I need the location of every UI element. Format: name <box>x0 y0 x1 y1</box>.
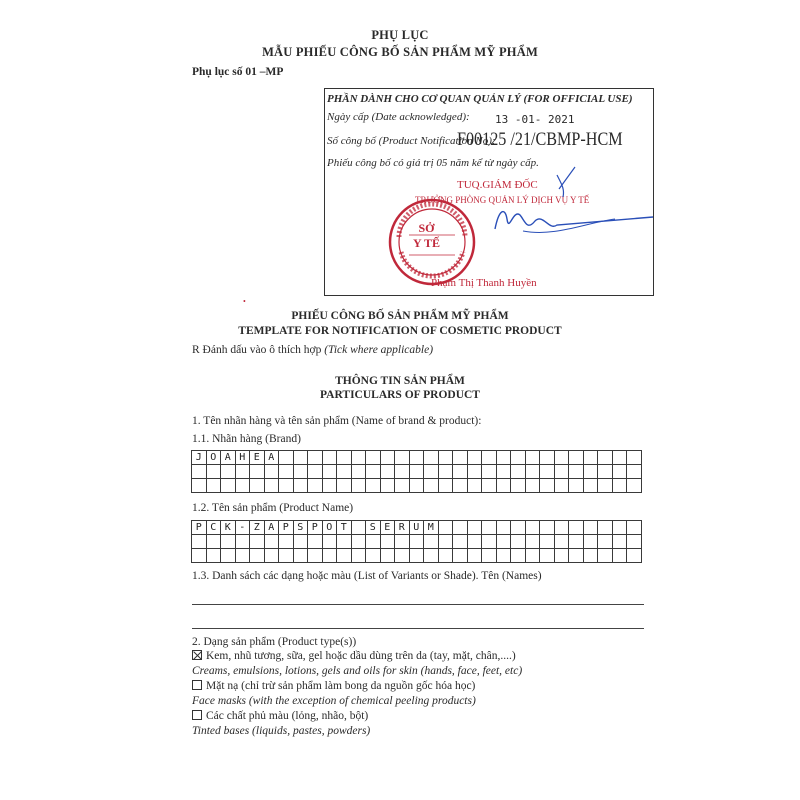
product-grid-cell[interactable]: - <box>235 521 250 535</box>
product-grid-cell[interactable] <box>612 521 627 535</box>
brand-grid-cell[interactable] <box>308 465 323 479</box>
product-grid-cell[interactable] <box>467 521 482 535</box>
tick-instruction-en: (Tick where applicable) <box>324 344 434 356</box>
template-title-en: TEMPLATE FOR NOTIFICATION OF COSMETIC PRODUCT <box>238 325 562 337</box>
section-title-vi: THÔNG TIN SẢN PHẨM <box>335 375 465 387</box>
brand-grid-cell[interactable] <box>380 465 395 479</box>
product-grid-cell[interactable] <box>409 549 424 563</box>
brand-grid-cell[interactable] <box>424 451 439 465</box>
product-grid-cell[interactable] <box>511 549 526 563</box>
appendix-heading: PHỤ LỤC <box>371 28 429 42</box>
product-grid-cell[interactable] <box>395 535 410 549</box>
product-grid-cell[interactable]: A <box>264 521 279 535</box>
product-grid-cell[interactable] <box>380 549 395 563</box>
brand-grid-cell[interactable] <box>293 465 308 479</box>
product-grid-cell[interactable] <box>235 535 250 549</box>
product-grid-cell[interactable] <box>250 535 265 549</box>
question-2: 2. Dạng sản phẩm (Product type(s)) <box>192 636 357 648</box>
brand-grid-cell[interactable] <box>569 465 584 479</box>
brand-grid-cell[interactable] <box>569 451 584 465</box>
product-grid-cell[interactable] <box>467 535 482 549</box>
brand-grid-cell[interactable] <box>409 465 424 479</box>
product-grid-cell[interactable]: M <box>424 521 439 535</box>
product-grid-cell[interactable] <box>511 535 526 549</box>
brand-grid-cell[interactable] <box>322 479 337 493</box>
brand-grid-cell[interactable] <box>453 465 468 479</box>
brand-grid-cell[interactable] <box>554 479 569 493</box>
brand-grid-cell[interactable] <box>598 479 613 493</box>
product-grid-cell[interactable] <box>337 535 352 549</box>
product-grid-cell[interactable] <box>540 549 555 563</box>
product-grid-cell[interactable]: Z <box>250 521 265 535</box>
product-grid-cell[interactable] <box>351 535 366 549</box>
brand-grid-cell[interactable] <box>554 465 569 479</box>
brand-grid-cell[interactable] <box>395 451 410 465</box>
signer-title: TUQ.GIÁM ĐỐC <box>457 179 538 191</box>
brand-grid-cell[interactable] <box>337 479 352 493</box>
product-grid-cell[interactable] <box>583 535 598 549</box>
product-grid-cell[interactable] <box>453 549 468 563</box>
product-grid-cell[interactable] <box>293 535 308 549</box>
product-grid-cell[interactable] <box>583 521 598 535</box>
brand-grid-cell[interactable] <box>453 451 468 465</box>
brand-grid-cell[interactable] <box>351 451 366 465</box>
brand-grid-cell[interactable] <box>612 465 627 479</box>
brand-grid-cell[interactable] <box>337 451 352 465</box>
brand-grid-cell[interactable] <box>467 451 482 465</box>
product-grid-cell[interactable] <box>438 535 453 549</box>
product-type-option[interactable] <box>192 649 652 664</box>
brand-grid-cell[interactable] <box>250 465 265 479</box>
brand-grid-cell[interactable] <box>351 465 366 479</box>
product-grid-cell[interactable] <box>279 535 294 549</box>
red-dot: • <box>243 297 246 306</box>
product-grid-row <box>192 549 642 563</box>
validity-note: Phiếu công bố có giá trị 05 năm kể từ ngày cấp. <box>327 157 539 169</box>
product-grid-cell[interactable] <box>206 535 221 549</box>
brand-grid-cell[interactable]: A <box>221 451 236 465</box>
brand-grid-cell[interactable] <box>192 465 207 479</box>
tick-instruction <box>192 344 433 356</box>
product-grid-row <box>192 535 642 549</box>
product-type-option[interactable] <box>192 679 652 694</box>
brand-grid-cell[interactable] <box>482 479 497 493</box>
brand-grid-cell[interactable] <box>424 479 439 493</box>
brand-grid-cell[interactable] <box>322 451 337 465</box>
product-name-grid[interactable] <box>191 520 642 563</box>
brand-grid-cell[interactable]: J <box>192 451 207 465</box>
brand-grid-cell[interactable] <box>235 465 250 479</box>
brand-grid-cell[interactable] <box>453 479 468 493</box>
product-grid-cell[interactable] <box>351 521 366 535</box>
product-type-label-en: Tinted bases (liquids, pastes, powders) <box>192 725 371 737</box>
brand-grid-cell[interactable] <box>264 479 279 493</box>
product-grid-cell[interactable] <box>525 521 540 535</box>
brand-grid-cell[interactable] <box>279 451 294 465</box>
brand-grid-cell[interactable] <box>366 479 381 493</box>
product-grid-cell[interactable] <box>627 535 642 549</box>
brand-grid-cell[interactable] <box>279 465 294 479</box>
brand-grid-cell[interactable] <box>293 479 308 493</box>
brand-grid-cell[interactable] <box>627 479 642 493</box>
product-grid-cell[interactable] <box>366 549 381 563</box>
brand-grid-cell[interactable] <box>583 451 598 465</box>
product-grid-cell[interactable] <box>496 535 511 549</box>
brand-grid-cell[interactable] <box>264 465 279 479</box>
brand-grid-cell[interactable] <box>525 479 540 493</box>
product-grid-cell[interactable] <box>337 549 352 563</box>
product-grid-cell[interactable] <box>612 549 627 563</box>
official-use-box <box>324 88 654 296</box>
product-grid-cell[interactable] <box>540 521 555 535</box>
product-grid-cell[interactable] <box>366 535 381 549</box>
product-grid-cell[interactable] <box>453 521 468 535</box>
product-grid-cell[interactable]: K <box>221 521 236 535</box>
product-grid-cell[interactable] <box>279 549 294 563</box>
product-grid-cell[interactable] <box>221 549 236 563</box>
tick-mark: R <box>192 344 200 356</box>
brand-grid-cell[interactable] <box>583 465 598 479</box>
brand-grid-cell[interactable] <box>612 479 627 493</box>
product-grid-cell[interactable] <box>192 535 207 549</box>
product-grid-cell[interactable] <box>192 549 207 563</box>
product-grid-cell[interactable] <box>598 549 613 563</box>
brand-grid-cell[interactable] <box>540 465 555 479</box>
question-1: 1. Tên nhãn hàng và tên sản phẩm (Name of brand & product): <box>192 415 482 427</box>
product-grid-cell[interactable]: U <box>409 521 424 535</box>
brand-grid-cell[interactable] <box>366 465 381 479</box>
product-grid-cell[interactable] <box>540 535 555 549</box>
brand-grid-cell[interactable] <box>192 479 207 493</box>
product-grid-cell[interactable] <box>627 549 642 563</box>
brand-grid-cell[interactable] <box>206 465 221 479</box>
brand-grid-cell[interactable] <box>438 479 453 493</box>
product-type-option[interactable] <box>192 709 652 724</box>
product-type-label-en: Face masks (with the exception of chemical peeling products) <box>192 695 476 707</box>
product-type-list <box>192 649 652 739</box>
product-grid-cell[interactable]: R <box>395 521 410 535</box>
brand-grid-cell[interactable] <box>395 479 410 493</box>
product-type-label: Kem, nhũ tương, sữa, gel hoặc dầu dùng trên da (tay, mặt, chân,....) <box>206 650 516 662</box>
question-1-1: 1.1. Nhãn hàng (Brand) <box>192 433 301 445</box>
product-grid-cell[interactable] <box>409 535 424 549</box>
brand-grid-cell[interactable] <box>598 465 613 479</box>
checkbox-icon[interactable] <box>192 680 202 690</box>
template-title-vi: PHIẾU CÔNG BỐ SẢN PHẨM MỸ PHẨM <box>291 310 509 322</box>
notification-number-value: F00125 /21/CBMP-HCM <box>457 129 623 150</box>
brand-grid-cell[interactable] <box>511 465 526 479</box>
notification-number-label: Số công bố (Product Notification No): <box>327 135 496 147</box>
signer-name: Phạm Thị Thanh Huyền <box>431 277 537 289</box>
product-grid-cell[interactable]: P <box>308 521 323 535</box>
brand-grid-cell[interactable]: H <box>235 451 250 465</box>
product-grid-cell[interactable] <box>482 549 497 563</box>
variants-line-1[interactable] <box>192 604 644 605</box>
product-grid-cell[interactable] <box>467 549 482 563</box>
brand-grid-cell[interactable] <box>467 479 482 493</box>
product-grid-cell[interactable] <box>569 521 584 535</box>
brand-grid-cell[interactable] <box>627 451 642 465</box>
brand-grid-cell[interactable] <box>235 479 250 493</box>
form-title: MẪU PHIẾU CÔNG BỐ SẢN PHẨM MỸ PHẨM <box>262 45 538 59</box>
product-grid-cell[interactable] <box>264 535 279 549</box>
product-grid-cell[interactable]: E <box>380 521 395 535</box>
product-grid-cell[interactable]: O <box>322 521 337 535</box>
product-grid-cell[interactable] <box>424 535 439 549</box>
product-grid-cell[interactable] <box>598 535 613 549</box>
brand-grid-cell[interactable] <box>308 451 323 465</box>
brand-grid-cell[interactable] <box>206 479 221 493</box>
brand-grid-cell[interactable] <box>221 465 236 479</box>
brand-grid-row <box>192 465 642 479</box>
product-type-label: Mặt nạ (chỉ trừ sản phẩm làm bong da nguồn gốc hóa học) <box>206 680 476 692</box>
brand-grid-cell[interactable] <box>380 479 395 493</box>
brand-grid-cell[interactable] <box>511 479 526 493</box>
product-grid-cell[interactable] <box>221 535 236 549</box>
brand-grid-cell[interactable] <box>525 451 540 465</box>
brand-grid-cell[interactable] <box>380 451 395 465</box>
product-grid-cell[interactable] <box>351 549 366 563</box>
brand-grid-cell[interactable] <box>569 479 584 493</box>
product-grid-cell[interactable] <box>496 521 511 535</box>
brand-grid-cell[interactable] <box>540 479 555 493</box>
product-grid-cell[interactable]: P <box>192 521 207 535</box>
appendix-number: Phụ lục số 01 –MP <box>192 66 284 78</box>
brand-grid-cell[interactable] <box>482 465 497 479</box>
product-grid-cell[interactable]: S <box>293 521 308 535</box>
brand-grid-cell[interactable] <box>482 451 497 465</box>
product-grid-cell[interactable] <box>438 549 453 563</box>
variants-line-2[interactable] <box>192 628 644 629</box>
product-grid-cell[interactable] <box>453 535 468 549</box>
signature-icon <box>465 149 655 259</box>
brand-grid-cell[interactable] <box>250 479 265 493</box>
brand-grid-cell[interactable] <box>308 479 323 493</box>
product-grid-cell[interactable] <box>496 549 511 563</box>
product-grid-cell[interactable] <box>598 521 613 535</box>
brand-grid-cell[interactable] <box>366 451 381 465</box>
product-grid-cell[interactable]: C <box>206 521 221 535</box>
product-grid-cell[interactable] <box>583 549 598 563</box>
question-1-2: 1.2. Tên sản phẩm (Product Name) <box>192 502 354 514</box>
checked-checkbox-icon[interactable] <box>192 650 202 660</box>
product-grid-cell[interactable] <box>554 535 569 549</box>
product-grid-cell[interactable] <box>250 549 265 563</box>
checkbox-icon[interactable] <box>192 710 202 720</box>
product-grid-cell[interactable] <box>308 549 323 563</box>
section-title-en: PARTICULARS OF PRODUCT <box>320 389 480 401</box>
brand-grid-cell[interactable] <box>496 465 511 479</box>
brand-grid-cell[interactable]: O <box>206 451 221 465</box>
product-grid-cell[interactable] <box>482 535 497 549</box>
brand-grid-cell[interactable] <box>438 465 453 479</box>
brand-grid-cell[interactable] <box>279 479 294 493</box>
brand-grid-cell[interactable] <box>496 451 511 465</box>
date-value: 13 -01- 2021 <box>495 113 575 126</box>
signer-department: TRƯỞNG PHÒNG QUẢN LÝ DỊCH VỤ Y TẾ <box>415 195 590 205</box>
product-grid-cell[interactable] <box>569 535 584 549</box>
brand-grid-cell[interactable] <box>424 465 439 479</box>
brand-grid-cell[interactable] <box>525 465 540 479</box>
product-type-label: Các chất phủ màu (lỏng, nhão, bột) <box>206 710 369 722</box>
brand-grid-cell[interactable] <box>627 465 642 479</box>
product-grid-cell[interactable] <box>612 535 627 549</box>
product-grid-cell[interactable] <box>235 549 250 563</box>
brand-grid-cell[interactable] <box>598 451 613 465</box>
product-grid-cell[interactable] <box>264 549 279 563</box>
brand-grid-cell[interactable] <box>438 451 453 465</box>
brand-grid-cell[interactable] <box>467 465 482 479</box>
brand-grid-cell[interactable]: A <box>264 451 279 465</box>
date-label: Ngày cấp (Date acknowledged): <box>327 111 470 123</box>
product-grid-cell[interactable] <box>293 549 308 563</box>
product-grid-cell[interactable] <box>569 549 584 563</box>
product-grid-cell[interactable] <box>511 521 526 535</box>
brand-grid-cell[interactable] <box>395 465 410 479</box>
brand-grid-cell[interactable] <box>322 465 337 479</box>
brand-grid[interactable] <box>191 450 642 493</box>
product-grid-cell[interactable] <box>424 549 439 563</box>
product-grid-cell[interactable] <box>395 549 410 563</box>
brand-grid-cell[interactable] <box>351 479 366 493</box>
product-grid-cell[interactable] <box>322 549 337 563</box>
brand-grid-cell[interactable] <box>496 479 511 493</box>
product-grid-cell[interactable] <box>308 535 323 549</box>
brand-grid-cell[interactable] <box>293 451 308 465</box>
brand-grid-cell[interactable] <box>540 451 555 465</box>
brand-grid-row <box>192 451 642 465</box>
product-grid-cell[interactable] <box>525 549 540 563</box>
product-grid-cell[interactable] <box>525 535 540 549</box>
product-grid-cell[interactable] <box>380 535 395 549</box>
product-grid-cell[interactable] <box>322 535 337 549</box>
question-1-3: 1.3. Danh sách các dạng hoặc màu (List of Variants or Shade). Tên (Names) <box>192 570 542 582</box>
product-grid-cell[interactable] <box>482 521 497 535</box>
brand-grid-cell[interactable] <box>554 451 569 465</box>
brand-grid-cell[interactable] <box>612 451 627 465</box>
brand-grid-cell[interactable] <box>409 479 424 493</box>
brand-grid-row <box>192 479 642 493</box>
product-grid-cell[interactable] <box>627 521 642 535</box>
product-type-label-en: Creams, emulsions, lotions, gels and oils for skin (hands, face, feet, etc) <box>192 665 523 677</box>
product-grid-cell[interactable] <box>554 549 569 563</box>
brand-grid-cell[interactable] <box>511 451 526 465</box>
brand-grid-cell[interactable] <box>583 479 598 493</box>
tick-instruction-vi: Đánh dấu vào ô thích hợp <box>202 344 322 356</box>
official-heading: PHẦN DÀNH CHO CƠ QUAN QUẢN LÝ (FOR OFFICIAL USE) <box>327 93 633 105</box>
brand-grid-cell[interactable] <box>221 479 236 493</box>
product-grid-cell[interactable]: T <box>337 521 352 535</box>
product-grid-row <box>192 521 642 535</box>
brand-grid-cell[interactable] <box>409 451 424 465</box>
brand-grid-cell[interactable]: E <box>250 451 265 465</box>
product-grid-cell[interactable] <box>438 521 453 535</box>
product-grid-cell[interactable] <box>206 549 221 563</box>
product-grid-cell[interactable]: P <box>279 521 294 535</box>
seal-center-text: SỞ Y TẾ <box>413 221 441 250</box>
product-grid-cell[interactable] <box>554 521 569 535</box>
brand-grid-cell[interactable] <box>337 465 352 479</box>
product-grid-cell[interactable]: S <box>366 521 381 535</box>
